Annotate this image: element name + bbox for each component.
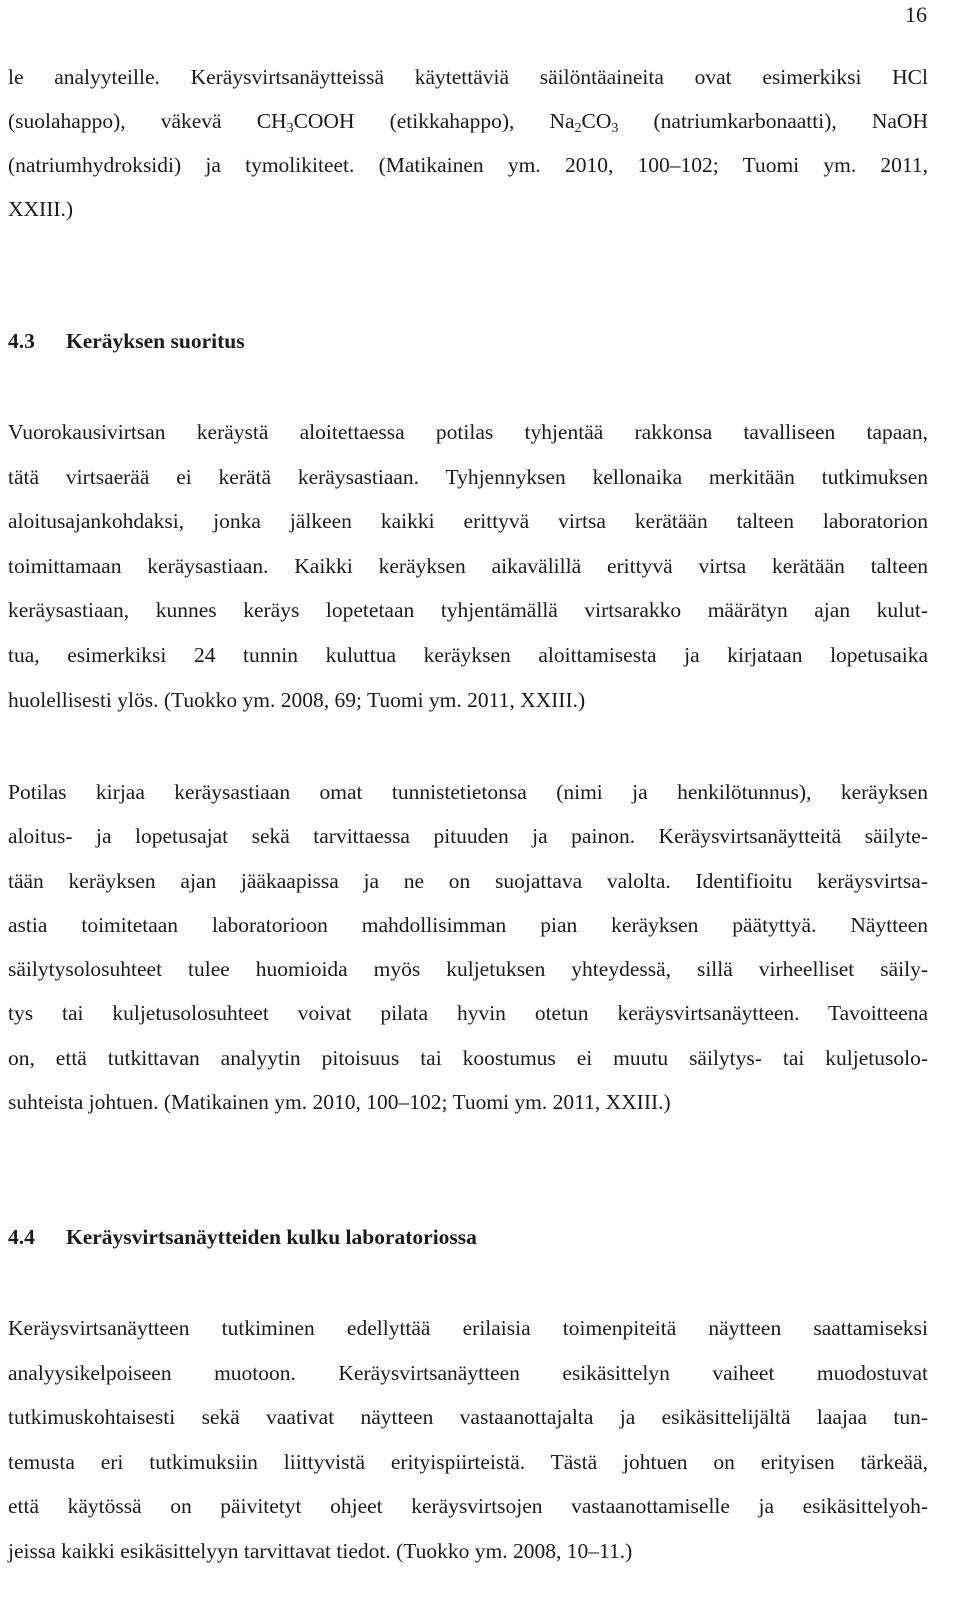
section-number: 4.4 [8,1225,35,1249]
text-fragment: COOH (etikkahappo), Na [293,109,575,133]
text-line: le analyyteille. Keräysvirtsanäytteissä käytettäviä säilöntäaineita ovat esimerkiksi HCl [8,65,928,89]
text-line: keräysastiaan, kunnes keräys lopetetaan tyhjentämällä virtsarakko määrätyn ajan kulut- [8,598,928,623]
text-line: toimittamaan keräysastiaan. Kaikki keräyksen aikavälillä erittyvä virtsa kerätään talteen [8,553,928,578]
section-heading-4-3 [8,326,245,356]
text-line: aloitusajankohdaksi, jonka jälkeen kaikki erittyvä virtsa kerätään talteen laboratorion [8,509,928,534]
subscript: 3 [611,121,619,136]
text-line: suhteista johtuen. (Matikainen ym. 2010, 100–102; Tuomi ym. 2011, XXIII.) [8,1090,671,1115]
text-line: Potilas kirjaa keräysastiaan omat tunnistetietonsa (nimi ja henkilötunnus), keräyksen [8,780,928,804]
text-line: tätä virtsaerää ei kerätä keräysastiaan. Tyhjennyksen kellonaika merkitään tutkimuksen [8,464,928,489]
subscript: 2 [574,121,582,136]
text-line: huolellisesti ylös. (Tuokko ym. 2008, 69; Tuomi ym. 2011, XXIII.) [8,687,586,712]
page-number: 16 [905,2,927,27]
paragraph-patient-labeling [8,770,928,1124]
text-line: XXIII.) [8,197,74,221]
text-line: säilytysolosuhteet tulee huomioida myös kuljetuksen yhteydessä, sillä virheelliset säily- [8,957,928,982]
section-heading-4-4 [8,1222,477,1252]
section-title: Keräyksen suoritus [66,329,245,353]
text-line: että käytössä on päivitetyt ohjeet keräysvirtsojen vastaanottamiselle ja esikäsittelyoh- [8,1494,928,1519]
text-fragment: CO [581,109,612,133]
text-line: tua, esimerkiksi 24 tunnin kuluttua keräyksen aloittamisesta ja kirjataan lopetusaika [8,642,928,667]
text-line: (natriumhydroksidi) ja tymolikiteet. (Matikainen ym. 2010, 100–102; Tuomi ym. 2011, [8,153,928,177]
section-title: Keräysvirtsanäytteiden kulku laboratoriossa [66,1225,477,1249]
text-line: on, että tutkittavan analyytin pitoisuus tai koostumus ei muutu säilytys- tai kuljetusolo- [8,1045,928,1070]
paragraph-collection-procedure [8,410,928,722]
text-fragment: (natriumkarbonaatti), NaOH [618,109,928,133]
text-line: tään keräyksen ajan jääkaapissa ja ne on suojattava valolta. Identifioitu keräysvirtsa- [8,868,928,893]
paragraph-laboratory-processing [8,1306,928,1574]
text-line: tys tai kuljetusolosuhteet voivat pilata hyvin otetun keräysvirtsanäytteen. Tavoitteena [8,1001,928,1026]
text-line: aloitus- ja lopetusajat sekä tarvittaessa pituuden ja painon. Keräysvirtsanäytteitä säilyte- [8,824,928,849]
paragraph-preservatives [8,55,928,231]
text-fragment: (suolahappo), väkevä CH [8,109,287,133]
section-number: 4.3 [8,329,35,353]
text-line: Keräysvirtsanäytteen tutkiminen edellyttää erilaisia toimenpiteitä näytteen saattamiseksi [8,1316,928,1340]
text-line: astia toimitetaan laboratorioon mahdollisimman pian keräyksen päätyttyä. Näytteen [8,912,928,937]
text-line: jeissa kaikki esikäsittelyyn tarvittavat tiedot. (Tuokko ym. 2008, 10–11.) [8,1538,633,1563]
text-line-chemical-formulas [8,99,928,143]
text-line: Vuorokausivirtsan keräystä aloitettaessa potilas tyhjentää rakkonsa tavalliseen tapaan, [8,420,928,444]
subscript: 3 [286,121,294,136]
text-line: analyysikelpoiseen muotoon. Keräysvirtsanäytteen esikäsittelyn vaiheet muodostuvat [8,1360,928,1385]
text-line: temusta eri tutkimuksiin liittyvistä erityispiirteistä. Tästä johtuen on erityisen tärkeää, [8,1449,928,1474]
text-line: tutkimuskohtaisesti sekä vaativat näytteen vastaanottajalta ja esikäsittelijältä laajaa tun- [8,1405,928,1430]
